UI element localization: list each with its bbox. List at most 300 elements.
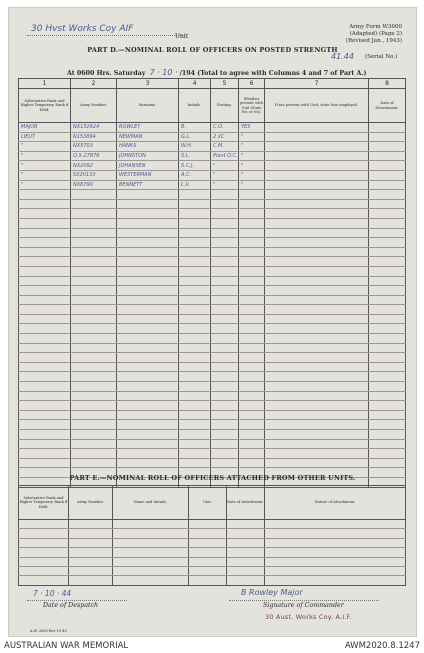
table-cell bbox=[71, 218, 117, 228]
table-cell bbox=[265, 391, 369, 401]
table-cell bbox=[179, 343, 211, 353]
table-row bbox=[19, 557, 406, 566]
column-number: 3 bbox=[117, 79, 179, 89]
table-cell bbox=[239, 334, 265, 344]
table-cell bbox=[369, 324, 406, 334]
table-cell: ROWLEY bbox=[117, 123, 179, 133]
table-cell bbox=[239, 420, 265, 430]
table-cell bbox=[239, 353, 265, 363]
table-cell bbox=[239, 286, 265, 296]
table-cell bbox=[179, 334, 211, 344]
table-cell bbox=[239, 257, 265, 267]
table-cell bbox=[239, 439, 265, 449]
table-cell bbox=[117, 362, 179, 372]
table-cell: " bbox=[239, 132, 265, 142]
table-cell bbox=[265, 199, 369, 209]
table-cell bbox=[19, 449, 71, 459]
table-cell bbox=[71, 334, 117, 344]
table-cell bbox=[19, 420, 71, 430]
table-cell bbox=[179, 382, 211, 392]
table-cell: N153894 bbox=[71, 132, 117, 142]
caption-left: AUSTRALIAN WAR MEMORIAL bbox=[4, 641, 129, 651]
table-cell bbox=[189, 548, 227, 557]
column-header: Date of Detachment. bbox=[369, 89, 406, 123]
column-header: Date of Attachment. bbox=[227, 486, 265, 520]
table-cell bbox=[369, 161, 406, 171]
table-cell bbox=[117, 353, 179, 363]
part-e-table bbox=[18, 485, 406, 586]
column-header: Unit. bbox=[189, 486, 227, 520]
column-header: Whether present with Unit (State Yes or No). bbox=[239, 89, 265, 123]
table-cell bbox=[369, 420, 406, 430]
table-cell bbox=[211, 372, 239, 382]
table-cell bbox=[239, 247, 265, 257]
table-cell bbox=[369, 449, 406, 459]
table-row bbox=[19, 538, 406, 547]
table-cell: NX152624 bbox=[71, 123, 117, 133]
table-cell bbox=[239, 228, 265, 238]
table-cell bbox=[265, 362, 369, 372]
table-cell bbox=[369, 410, 406, 420]
table-cell bbox=[189, 538, 227, 547]
table-cell bbox=[117, 286, 179, 296]
table-row bbox=[19, 382, 406, 392]
table-cell bbox=[117, 218, 179, 228]
subtitle-prefix: At 0600 Hrs. Saturday bbox=[67, 70, 146, 77]
table-row bbox=[19, 520, 406, 529]
table-cell: " bbox=[19, 151, 71, 161]
table-cell bbox=[265, 228, 369, 238]
table-cell bbox=[211, 199, 239, 209]
table-cell bbox=[71, 449, 117, 459]
table-cell bbox=[265, 276, 369, 286]
table-cell bbox=[71, 247, 117, 257]
table-cell bbox=[265, 439, 369, 449]
table-row bbox=[19, 576, 406, 585]
table-cell bbox=[117, 209, 179, 219]
table-cell bbox=[19, 305, 71, 315]
table-cell bbox=[369, 295, 406, 305]
table-row bbox=[19, 334, 406, 344]
table-cell bbox=[369, 238, 406, 248]
table-cell bbox=[117, 391, 179, 401]
table-cell bbox=[265, 247, 369, 257]
table-cell bbox=[369, 372, 406, 382]
table-cell bbox=[179, 362, 211, 372]
table-row bbox=[19, 247, 406, 257]
table-cell: " bbox=[239, 161, 265, 171]
table-cell: L.V. bbox=[179, 180, 211, 190]
table-cell bbox=[265, 151, 369, 161]
table-row bbox=[19, 548, 406, 557]
table-cell bbox=[211, 257, 239, 267]
column-number: 4 bbox=[179, 79, 211, 89]
table-cell bbox=[71, 276, 117, 286]
table-cell bbox=[369, 286, 406, 296]
table-cell bbox=[211, 247, 239, 257]
table-cell bbox=[265, 566, 406, 575]
table-cell bbox=[179, 372, 211, 382]
serial-handwritten: 41.44 bbox=[331, 52, 354, 61]
part-d-column-numbers bbox=[19, 79, 406, 89]
table-cell bbox=[239, 458, 265, 468]
table-cell: C.O. bbox=[211, 123, 239, 133]
table-cell bbox=[265, 314, 369, 324]
table-cell bbox=[239, 199, 265, 209]
despatch-date-handwritten: 7 · 10 · 44 bbox=[33, 589, 72, 598]
table-cell bbox=[19, 382, 71, 392]
table-cell bbox=[19, 538, 69, 547]
table-cell bbox=[211, 266, 239, 276]
table-cell bbox=[117, 449, 179, 459]
table-cell bbox=[113, 557, 189, 566]
table-cell bbox=[19, 362, 71, 372]
table-cell bbox=[239, 266, 265, 276]
table-cell bbox=[265, 305, 369, 315]
table-row bbox=[19, 132, 406, 142]
table-cell bbox=[265, 257, 369, 267]
table-cell: " bbox=[211, 161, 239, 171]
table-row bbox=[19, 238, 406, 248]
table-cell bbox=[71, 190, 117, 200]
table-cell bbox=[265, 353, 369, 363]
table-cell bbox=[369, 257, 406, 267]
table-cell bbox=[369, 170, 406, 180]
part-d-rows bbox=[19, 123, 406, 488]
table-cell: C.M. bbox=[211, 142, 239, 152]
table-row bbox=[19, 449, 406, 459]
table-cell bbox=[369, 343, 406, 353]
table-cell bbox=[265, 420, 369, 430]
form-revised-line: (Revised Jan., 1943) bbox=[345, 38, 402, 44]
table-cell bbox=[189, 529, 227, 538]
table-cell bbox=[179, 401, 211, 411]
table-cell bbox=[239, 324, 265, 334]
table-cell bbox=[369, 439, 406, 449]
table-cell bbox=[369, 266, 406, 276]
table-cell bbox=[239, 190, 265, 200]
table-cell bbox=[239, 430, 265, 440]
table-cell bbox=[69, 566, 113, 575]
table-cell bbox=[179, 295, 211, 305]
table-cell bbox=[265, 449, 369, 459]
part-d-subtitle bbox=[67, 68, 367, 77]
table-cell bbox=[265, 209, 369, 219]
table-cell bbox=[19, 566, 69, 575]
signature-label: Signature of Commander bbox=[263, 602, 344, 609]
part-d-table bbox=[18, 78, 406, 488]
table-cell bbox=[265, 324, 369, 334]
table-cell bbox=[369, 151, 406, 161]
table-cell: Q.X.27876 bbox=[71, 151, 117, 161]
table-cell bbox=[19, 295, 71, 305]
table-cell bbox=[117, 382, 179, 392]
table-cell bbox=[265, 161, 369, 171]
table-cell bbox=[211, 430, 239, 440]
table-cell bbox=[239, 410, 265, 420]
table-cell bbox=[179, 410, 211, 420]
table-cell bbox=[117, 334, 179, 344]
table-row bbox=[19, 343, 406, 353]
table-row bbox=[19, 286, 406, 296]
column-number: 5 bbox=[211, 79, 239, 89]
table-cell bbox=[117, 295, 179, 305]
table-cell bbox=[179, 391, 211, 401]
table-cell bbox=[71, 439, 117, 449]
table-cell: JOHANSEN bbox=[117, 161, 179, 171]
table-cell bbox=[179, 190, 211, 200]
column-number: 6 bbox=[239, 79, 265, 89]
table-cell bbox=[19, 276, 71, 286]
table-row bbox=[19, 314, 406, 324]
table-cell: " bbox=[19, 142, 71, 152]
table-cell bbox=[19, 401, 71, 411]
column-header: Army Number. bbox=[69, 486, 113, 520]
table-row bbox=[19, 439, 406, 449]
table-row bbox=[19, 209, 406, 219]
table-cell bbox=[239, 314, 265, 324]
table-cell bbox=[19, 247, 71, 257]
table-cell bbox=[239, 209, 265, 219]
table-row bbox=[19, 218, 406, 228]
table-cell: S.C.J. bbox=[179, 161, 211, 171]
table-cell bbox=[211, 391, 239, 401]
table-cell bbox=[113, 520, 189, 529]
table-cell bbox=[369, 123, 406, 133]
table-cell bbox=[71, 199, 117, 209]
table-cell: " bbox=[19, 180, 71, 190]
table-row bbox=[19, 190, 406, 200]
table-cell bbox=[211, 458, 239, 468]
table-cell bbox=[71, 209, 117, 219]
table-cell bbox=[265, 190, 369, 200]
part-d-column-headers bbox=[19, 89, 406, 123]
table-cell bbox=[71, 324, 117, 334]
table-cell bbox=[179, 228, 211, 238]
table-cell bbox=[69, 548, 113, 557]
column-header: Nature of Attachment. bbox=[265, 486, 406, 520]
table-cell bbox=[265, 430, 369, 440]
column-header: Name and Initials. bbox=[113, 486, 189, 520]
table-cell bbox=[227, 529, 265, 538]
table-cell bbox=[189, 520, 227, 529]
table-row bbox=[19, 305, 406, 315]
table-cell bbox=[211, 401, 239, 411]
table-cell bbox=[227, 548, 265, 557]
table-cell bbox=[369, 142, 406, 152]
table-cell: B. bbox=[179, 123, 211, 133]
table-cell bbox=[239, 295, 265, 305]
table-cell bbox=[71, 238, 117, 248]
table-row bbox=[19, 566, 406, 575]
table-cell: " bbox=[211, 180, 239, 190]
table-cell bbox=[227, 576, 265, 585]
table-cell: BENNETT bbox=[117, 180, 179, 190]
table-cell bbox=[71, 305, 117, 315]
table-cell bbox=[19, 257, 71, 267]
table-cell bbox=[211, 439, 239, 449]
table-cell: " bbox=[19, 170, 71, 180]
table-cell bbox=[265, 410, 369, 420]
table-cell bbox=[117, 324, 179, 334]
table-cell bbox=[211, 420, 239, 430]
table-cell bbox=[239, 238, 265, 248]
table-row bbox=[19, 142, 406, 152]
table-cell bbox=[19, 343, 71, 353]
table-cell: LIEUT bbox=[19, 132, 71, 142]
table-cell bbox=[211, 190, 239, 200]
table-cell bbox=[117, 401, 179, 411]
table-cell bbox=[265, 180, 369, 190]
table-cell bbox=[239, 401, 265, 411]
table-cell bbox=[113, 538, 189, 547]
table-cell: NEWMAN bbox=[117, 132, 179, 142]
table-cell: NX2092 bbox=[71, 161, 117, 171]
table-cell bbox=[265, 142, 369, 152]
table-cell bbox=[117, 314, 179, 324]
table-row bbox=[19, 353, 406, 363]
table-row bbox=[19, 123, 406, 133]
table-row bbox=[19, 199, 406, 209]
subtitle-year: /194 bbox=[179, 70, 196, 77]
table-cell bbox=[369, 199, 406, 209]
table-cell bbox=[265, 538, 406, 547]
table-cell bbox=[189, 576, 227, 585]
table-cell bbox=[369, 276, 406, 286]
table-cell bbox=[369, 247, 406, 257]
table-cell bbox=[113, 576, 189, 585]
table-cell bbox=[265, 334, 369, 344]
subtitle-date-handwritten: 7 · 10 · bbox=[149, 68, 178, 77]
table-cell bbox=[71, 458, 117, 468]
table-cell bbox=[179, 199, 211, 209]
table-cell bbox=[211, 314, 239, 324]
form-sheet bbox=[9, 8, 416, 636]
part-e-title: PART E.—NOMINAL ROLL OF OFFICERS ATTACHED FROM OTHER UNITS. bbox=[69, 474, 356, 482]
table-cell bbox=[71, 257, 117, 267]
table-cell bbox=[211, 276, 239, 286]
table-cell bbox=[265, 218, 369, 228]
table-cell bbox=[117, 410, 179, 420]
table-cell: " bbox=[19, 161, 71, 171]
unit-line bbox=[27, 35, 185, 36]
table-cell bbox=[265, 123, 369, 133]
table-cell bbox=[189, 566, 227, 575]
table-cell bbox=[265, 238, 369, 248]
table-cell bbox=[117, 228, 179, 238]
table-row bbox=[19, 420, 406, 430]
table-cell bbox=[369, 180, 406, 190]
table-cell bbox=[19, 238, 71, 248]
table-row bbox=[19, 170, 406, 180]
column-number: 1 bbox=[19, 79, 71, 89]
table-cell bbox=[369, 228, 406, 238]
table-cell bbox=[71, 362, 117, 372]
table-cell: MAJOR bbox=[19, 123, 71, 133]
table-cell bbox=[239, 305, 265, 315]
table-cell bbox=[19, 557, 69, 566]
table-cell bbox=[211, 343, 239, 353]
table-cell bbox=[19, 576, 69, 585]
table-cell bbox=[265, 557, 406, 566]
table-cell bbox=[69, 538, 113, 547]
table-cell bbox=[19, 410, 71, 420]
print-code: A.W. 3000 Rev 10-43 bbox=[30, 629, 67, 633]
table-cell bbox=[239, 449, 265, 459]
table-cell bbox=[179, 458, 211, 468]
table-cell: Plant O.C. bbox=[211, 151, 239, 161]
table-cell bbox=[19, 372, 71, 382]
table-cell bbox=[19, 209, 71, 219]
table-cell bbox=[117, 199, 179, 209]
table-cell bbox=[117, 190, 179, 200]
table-row bbox=[19, 161, 406, 171]
table-cell bbox=[179, 266, 211, 276]
table-cell bbox=[179, 286, 211, 296]
table-row bbox=[19, 391, 406, 401]
table-cell bbox=[71, 382, 117, 392]
table-cell bbox=[179, 314, 211, 324]
table-cell bbox=[179, 353, 211, 363]
table-row bbox=[19, 180, 406, 190]
table-cell bbox=[71, 420, 117, 430]
table-cell bbox=[71, 391, 117, 401]
despatch-label: Date of Despatch bbox=[43, 602, 99, 609]
column-header: Substantive Rank and Higher Temporary Rank if Held. bbox=[19, 89, 71, 123]
table-row bbox=[19, 410, 406, 420]
table-cell bbox=[265, 529, 406, 538]
table-cell: WESTERMAN bbox=[117, 170, 179, 180]
table-cell bbox=[239, 218, 265, 228]
table-cell bbox=[179, 238, 211, 248]
part-d-title: PART D.—NOMINAL ROLL OF OFFICERS ON POSTED STRENGTH bbox=[87, 46, 338, 54]
table-cell bbox=[19, 391, 71, 401]
table-row bbox=[19, 458, 406, 468]
table-cell bbox=[71, 266, 117, 276]
column-number: 2 bbox=[71, 79, 117, 89]
table-cell bbox=[19, 430, 71, 440]
table-cell bbox=[265, 170, 369, 180]
table-cell bbox=[369, 382, 406, 392]
table-cell bbox=[113, 529, 189, 538]
table-row bbox=[19, 430, 406, 440]
table-cell bbox=[369, 458, 406, 468]
table-cell: JOHNSTON bbox=[117, 151, 179, 161]
table-cell bbox=[71, 286, 117, 296]
table-cell bbox=[211, 228, 239, 238]
form-id-line: Army Form W3000 bbox=[349, 24, 402, 30]
table-cell bbox=[189, 557, 227, 566]
table-row bbox=[19, 529, 406, 538]
table-cell bbox=[113, 548, 189, 557]
despatch-line bbox=[27, 600, 127, 601]
column-header: Posting. bbox=[211, 89, 239, 123]
column-header: Substantive Rank and Higher Temporary Rank if Held. bbox=[19, 486, 69, 520]
table-cell: W.H. bbox=[179, 142, 211, 152]
table-cell bbox=[117, 276, 179, 286]
table-cell bbox=[239, 391, 265, 401]
table-cell bbox=[179, 276, 211, 286]
table-cell bbox=[369, 334, 406, 344]
table-row bbox=[19, 295, 406, 305]
table-cell bbox=[117, 343, 179, 353]
table-cell bbox=[71, 295, 117, 305]
table-cell bbox=[19, 218, 71, 228]
table-cell bbox=[265, 286, 369, 296]
table-cell: " bbox=[239, 151, 265, 161]
table-cell bbox=[71, 228, 117, 238]
table-cell bbox=[211, 362, 239, 372]
